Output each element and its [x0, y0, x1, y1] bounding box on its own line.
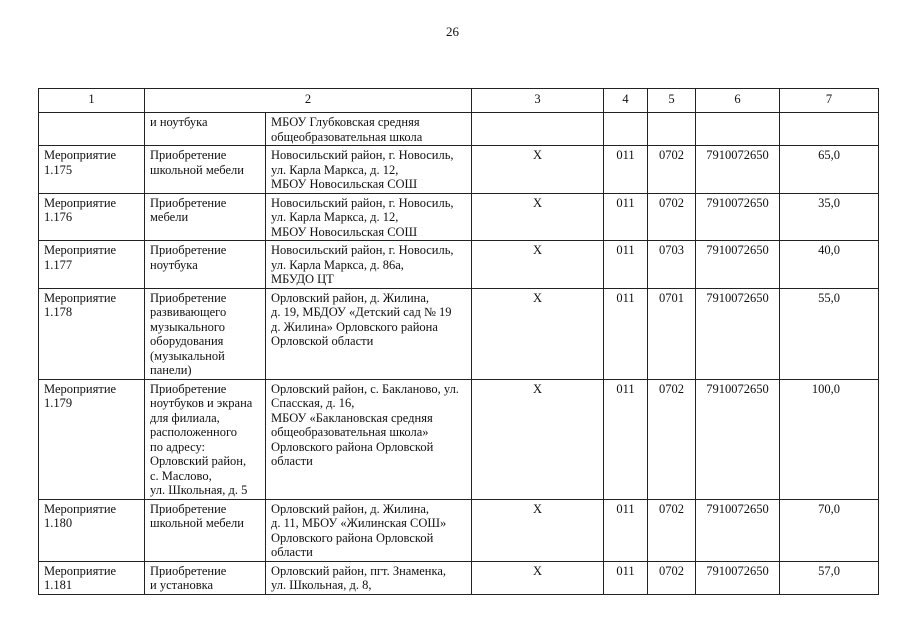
table-row — [39, 288, 879, 379]
col6-cell: 7910072650 — [696, 561, 780, 594]
col4-cell: 011 — [604, 193, 648, 241]
col5-cell: 0702 — [648, 561, 696, 594]
col7-cell: 40,0 — [780, 241, 879, 289]
header-col-7: 7 — [780, 89, 879, 113]
item-cell: Приобретение развивающего музыкального оборудования (музыкальной панели) — [145, 288, 266, 379]
item-cell: Приобретение мебели — [145, 193, 266, 241]
table-row — [39, 499, 879, 561]
header-col-5: 5 — [648, 89, 696, 113]
col3-cell: X — [472, 379, 604, 499]
header-col-6: 6 — [696, 89, 780, 113]
col5-cell: 0702 — [648, 379, 696, 499]
col4-cell: 011 — [604, 241, 648, 289]
col4-cell: 011 — [604, 379, 648, 499]
col6-cell: 7910072650 — [696, 241, 780, 289]
header-row — [39, 89, 879, 113]
table-row — [39, 113, 879, 146]
table-row — [39, 241, 879, 289]
col7-cell — [780, 113, 879, 146]
header-col-2: 2 — [145, 89, 472, 113]
recipient-cell: Новосильский район, г. Новосиль, ул. Карла Маркса, д. 12, МБОУ Новосильская СОШ — [266, 146, 472, 194]
col6-cell: 7910072650 — [696, 379, 780, 499]
item-cell: Приобретение школьной мебели — [145, 499, 266, 561]
table-row — [39, 379, 879, 499]
event-cell: Мероприятие 1.179 — [39, 379, 145, 499]
col5-cell: 0702 — [648, 193, 696, 241]
col6-cell: 7910072650 — [696, 499, 780, 561]
col5-cell: 0702 — [648, 146, 696, 194]
event-cell: Мероприятие 1.180 — [39, 499, 145, 561]
item-cell: Приобретение ноутбука — [145, 241, 266, 289]
col5-cell: 0701 — [648, 288, 696, 379]
table-row — [39, 193, 879, 241]
col7-cell: 65,0 — [780, 146, 879, 194]
col4-cell — [604, 113, 648, 146]
col7-cell: 35,0 — [780, 193, 879, 241]
header-col-4: 4 — [604, 89, 648, 113]
col7-cell: 100,0 — [780, 379, 879, 499]
event-cell: Мероприятие 1.181 — [39, 561, 145, 594]
col3-cell: X — [472, 561, 604, 594]
recipient-cell: Орловский район, пгт. Знаменка, ул. Школьная, д. 8, — [266, 561, 472, 594]
col4-cell: 011 — [604, 288, 648, 379]
col6-cell: 7910072650 — [696, 193, 780, 241]
page-number: 26 — [446, 24, 459, 39]
col3-cell: X — [472, 288, 604, 379]
recipient-cell: Орловский район, с. Бакланово, ул. Спасская, д. 16, МБОУ «Баклановская средняя общеобразовательная школа» Орловского района Орловской области — [266, 379, 472, 499]
event-cell: Мероприятие 1.175 — [39, 146, 145, 194]
col3-cell: X — [472, 499, 604, 561]
header-col-3: 3 — [472, 89, 604, 113]
event-cell: Мероприятие 1.177 — [39, 241, 145, 289]
item-cell: Приобретение ноутбуков и экрана для филиала, расположенного по адресу: Орловский район, с. Маслово, ул. Школьная, д. 5 — [145, 379, 266, 499]
event-cell: Мероприятие 1.178 — [39, 288, 145, 379]
col3-cell: X — [472, 193, 604, 241]
col6-cell: 7910072650 — [696, 146, 780, 194]
recipient-cell: Орловский район, д. Жилина, д. 11, МБОУ «Жилинская СОШ» Орловского района Орловской области — [266, 499, 472, 561]
col4-cell: 011 — [604, 561, 648, 594]
recipient-cell: МБОУ Глубковская средняя общеобразовательная школа — [266, 113, 472, 146]
col6-cell — [696, 113, 780, 146]
col6-cell: 7910072650 — [696, 288, 780, 379]
col5-cell: 0702 — [648, 499, 696, 561]
header-col-1: 1 — [39, 89, 145, 113]
event-cell — [39, 113, 145, 146]
col7-cell: 55,0 — [780, 288, 879, 379]
col7-cell: 57,0 — [780, 561, 879, 594]
recipient-cell: Новосильский район, г. Новосиль, ул. Карла Маркса, д. 12, МБОУ Новосильская СОШ — [266, 193, 472, 241]
table-row — [39, 146, 879, 194]
recipient-cell: Орловский район, д. Жилина, д. 19, МБДОУ «Детский сад № 19 д. Жилина» Орловского района Орловской области — [266, 288, 472, 379]
item-cell: Приобретение школьной мебели — [145, 146, 266, 194]
table-row — [39, 561, 879, 594]
item-cell: Приобретение и установка — [145, 561, 266, 594]
col4-cell: 011 — [604, 499, 648, 561]
col7-cell: 70,0 — [780, 499, 879, 561]
col4-cell: 011 — [604, 146, 648, 194]
item-cell: и ноутбука — [145, 113, 266, 146]
col5-cell — [648, 113, 696, 146]
col3-cell: X — [472, 146, 604, 194]
budget-table — [38, 88, 879, 595]
col3-cell: X — [472, 241, 604, 289]
recipient-cell: Новосильский район, г. Новосиль, ул. Карла Маркса, д. 86а, МБУДО ЦТ — [266, 241, 472, 289]
col3-cell — [472, 113, 604, 146]
event-cell: Мероприятие 1.176 — [39, 193, 145, 241]
col5-cell: 0703 — [648, 241, 696, 289]
